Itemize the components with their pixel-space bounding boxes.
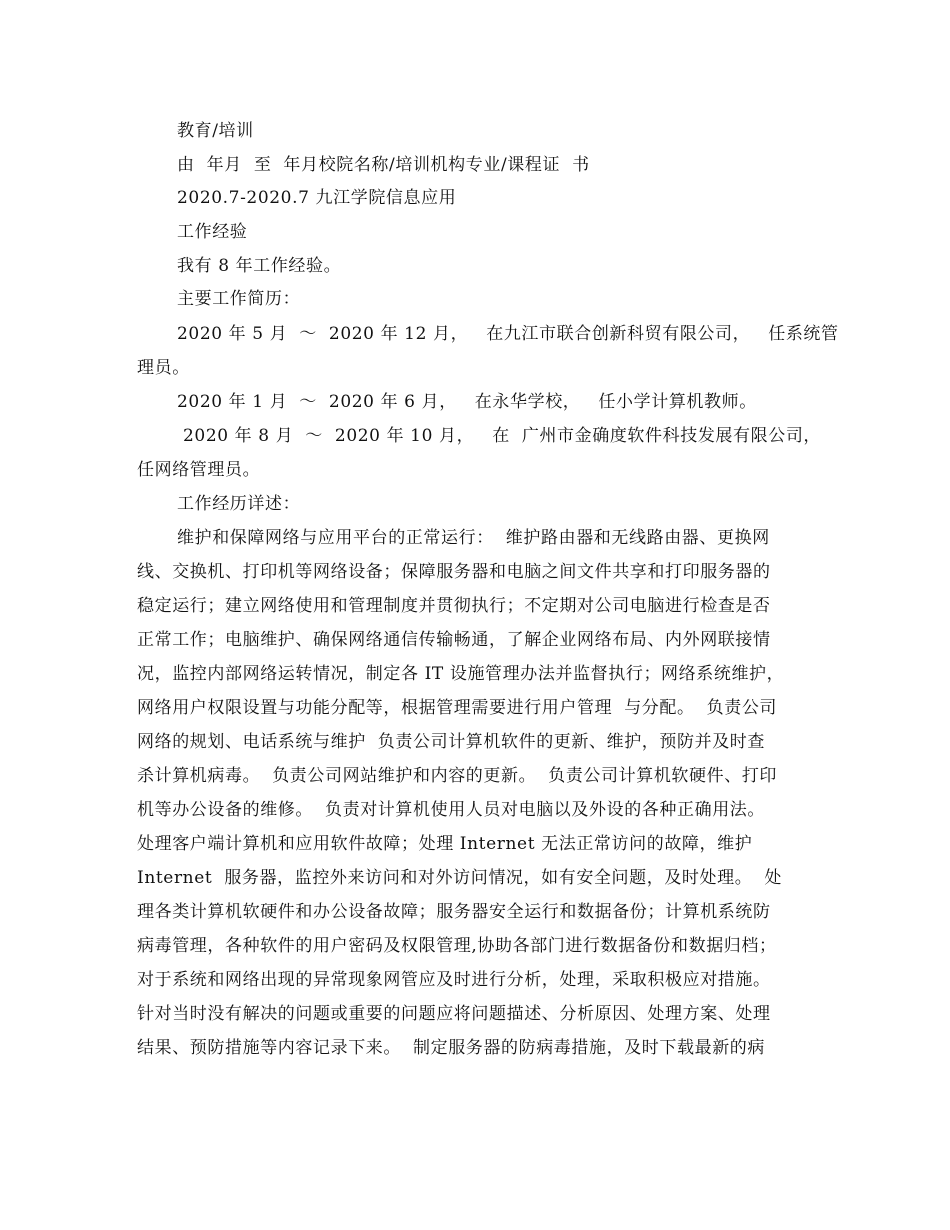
main-history-title: 主要工作简历：: [177, 289, 301, 309]
detail-line: 机等办公设备的维修。 负责对计算机使用人员对电脑以及外设的各种正确用法。: [137, 800, 766, 820]
job-entry-line: 理员。: [137, 358, 190, 378]
work-years: 我有 8 年工作经验。: [177, 256, 342, 276]
detail-title: 工作经历详述：: [177, 494, 301, 514]
job-entry-line: 2020 年 5 月 ～ 2020 年 12 月， 在九江市联合创新科贸有限公司， 任系统管: [177, 324, 839, 344]
detail-line: 维护和保障网络与应用平台的正常运行： 维护路由器和无线路由器、更换网: [177, 528, 770, 548]
detail-line: 杀计算机病毒。 负责公司网站维护和内容的更新。 负责公司计算机软硬件、打印: [137, 766, 778, 786]
detail-line: 对于系统和网络出现的异常现象网管应及时进行分析，处理，采取积极应对措施。: [137, 970, 771, 990]
detail-line: 结果、预防措施等内容记录下来。 制定服务器的防病毒措施，及时下载最新的病: [137, 1038, 766, 1058]
education-row: 2020.7-2020.7 九江学院信息应用: [177, 188, 457, 208]
detail-line: 正常工作；电脑维护、确保网络通信传输畅通，了解企业网络布局、内外网联接情: [137, 630, 771, 650]
education-header: 由 年月 至 年月校院名称/培训机构专业/课程证 书: [177, 155, 590, 175]
detail-line: 理各类计算机软硬件和办公设备故障；服务器安全运行和数据备份；计算机系统防: [137, 902, 771, 922]
detail-line: 病毒管理，各种软件的用户密码及权限管理,协助各部门进行数据备份和数据归档；: [137, 936, 777, 956]
job-entry-line: 任网络管理员。: [137, 460, 261, 480]
detail-line: 针对当时没有解决的问题或重要的问题应将问题描述、分析原因、处理方案、处理: [137, 1004, 771, 1024]
section-education-title: 教育/培训: [177, 121, 254, 141]
job-entry-line: 2020 年 8 月 ～ 2020 年 10 月， 在 广州市金确度软件科技发展有限公司，: [177, 426, 822, 446]
detail-line: 线、交换机、打印机等网络设备；保障服务器和电脑之间文件共享和打印服务器的: [137, 562, 771, 582]
detail-line: 网络用户权限设置与功能分配等，根据管理需要进行用户管理 与分配。 负责公司: [137, 698, 778, 718]
detail-line: 况，监控内部网络运转情况，制定各 IT 设施管理办法并监督执行；网络系统维护，: [137, 664, 785, 684]
detail-line: 处理客户端计算机和应用软件故障；处理 Internet 无法正常访问的故障，维护: [137, 834, 753, 854]
section-work-title: 工作经验: [177, 222, 248, 242]
detail-line: 稳定运行；建立网络使用和管理制度并贯彻执行；不定期对公司电脑进行检查是否: [137, 596, 771, 616]
job-entry-line: 2020 年 1 月 ～ 2020 年 6 月， 在永华学校， 任小学计算机教师。: [177, 392, 757, 412]
detail-line: Internet 服务器，监控外来访问和对外访问情况，如有安全问题，及时处理。 处: [137, 868, 782, 888]
detail-line: 网络的规划、电话系统与维护 负责公司计算机软件的更新、维护，预防并及时查: [137, 732, 766, 752]
